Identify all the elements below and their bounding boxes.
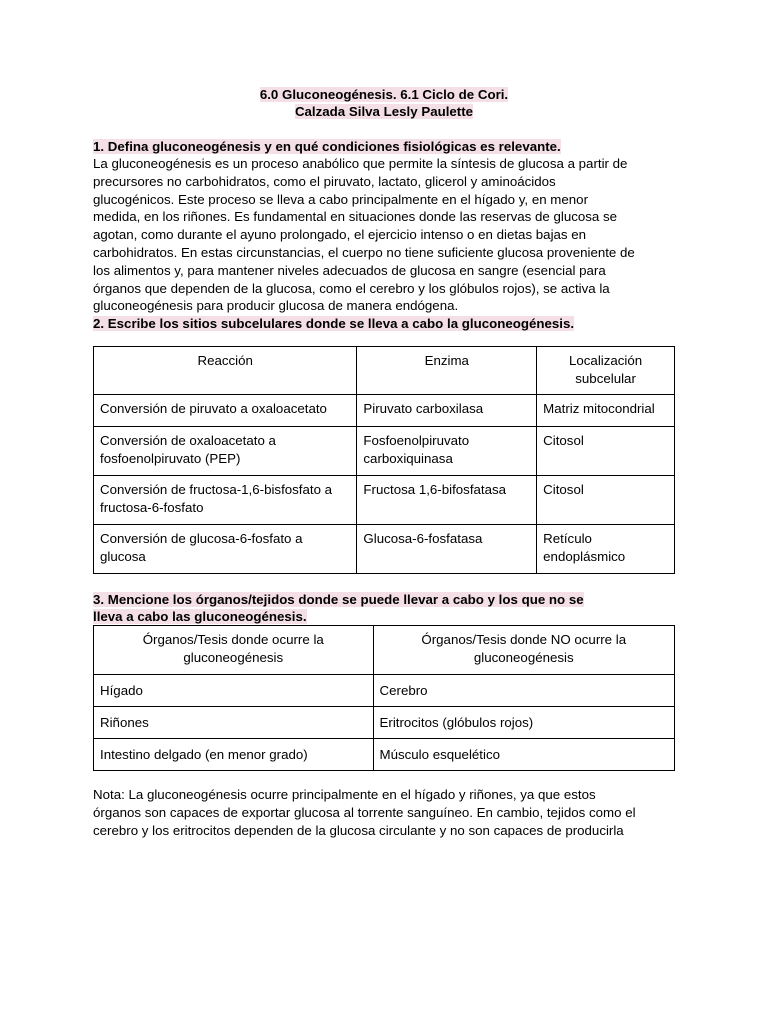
question-3-heading: 3. Mencione los órganos/tejidos donde se puede llevar a cabo y los que no se lleva a cabo las gluconeogénesis. — [93, 592, 584, 625]
table-cell: Fosfoenolpiruvato carboxiquinasa — [357, 427, 537, 476]
document-title: 6.0 Gluconeogénesis. 6.1 Ciclo de Cori. — [259, 87, 509, 102]
document-page — [93, 86, 675, 840]
table-cell: Músculo esquelético — [373, 739, 674, 771]
table-cell: Hígado — [94, 675, 374, 707]
table-cell: Conversión de fructosa-1,6-bisfosfato a fructosa-6-fosfato — [94, 476, 357, 525]
note-line: Nota: La gluconeogénesis ocurre principalmente en el hígado y riñones, ya que estos — [93, 787, 596, 803]
question-1-heading: 1. Defina gluconeogénesis y en qué condiciones fisiológicas es relevante. — [93, 139, 561, 154]
answer-line: los alimentos y, para mantener niveles adecuados de glucosa en sangre (esencial para — [93, 262, 606, 278]
table-cell: Matriz mitocondrial — [537, 395, 675, 427]
table-cell: Citosol — [537, 476, 675, 525]
table-cell: Citosol — [537, 427, 675, 476]
answer-line: carbohidratos. En estas circunstancias, el cuerpo no tiene suficiente glucosa proveniente de — [93, 244, 635, 260]
table-header-row — [94, 626, 675, 675]
table-cell: Riñones — [94, 707, 374, 739]
answer-line: precursores no carbohidratos, como el piruvato, lactato, glicerol y aminoácidos — [93, 173, 556, 189]
table-row — [94, 427, 675, 476]
table-row — [94, 675, 675, 707]
author-name: Calzada Silva Lesly Paulette — [294, 104, 474, 119]
table-cell: Fructosa 1,6-bifosfatasa — [357, 476, 537, 525]
table-cell: Intestino delgado (en menor grado) — [94, 739, 374, 771]
table-row — [94, 476, 675, 525]
subcellular-sites-table — [93, 346, 675, 574]
header-not-occurs: Órganos/Tesis donde NO ocurre la gluconeogénesis — [373, 626, 674, 675]
table-row — [94, 525, 675, 574]
answer-line: agotan, como durante el ayuno prolongado, el ejercicio intenso o en dietas bajas en — [93, 227, 587, 243]
table-cell: Cerebro — [373, 675, 674, 707]
table-cell: Piruvato carboxilasa — [357, 395, 537, 427]
answer-line: gluconeogénesis para producir glucosa de manera endógena. — [93, 298, 459, 314]
question-1-answer — [93, 155, 675, 315]
header-location: Localización subcelular — [537, 347, 675, 395]
table-cell: Conversión de glucosa-6-fosfato a glucosa — [94, 525, 357, 574]
table-header-row — [94, 347, 675, 395]
note-line: órganos son capaces de exportar glucosa al torrente sanguíneo. En cambio, tejidos como el — [93, 804, 636, 820]
table-row — [94, 739, 675, 771]
table-row — [94, 707, 675, 739]
header-reaction: Reacción — [94, 347, 357, 395]
answer-line: La gluconeogénesis es un proceso anabólico que permite la síntesis de glucosa a partir de — [93, 156, 628, 171]
note-paragraph — [93, 786, 675, 839]
table-row — [94, 395, 675, 427]
answer-line: órganos que dependen de la glucosa, como el cerebro y los glóbulos rojos), se activa la — [93, 280, 610, 296]
table-cell: Retículo endoplásmico — [537, 525, 675, 574]
table-cell: Conversión de oxaloacetato a fosfoenolpiruvato (PEP) — [94, 427, 357, 476]
note-line: cerebro y los eritrocitos dependen de la glucosa circulante y no son capaces de producirla — [93, 822, 624, 838]
table-cell: Eritrocitos (glóbulos rojos) — [373, 707, 674, 739]
organs-table — [93, 625, 675, 771]
header-enzyme: Enzima — [357, 347, 537, 395]
header-occurs: Órganos/Tesis donde ocurre la gluconeogénesis — [94, 626, 374, 675]
table-cell: Conversión de piruvato a oxaloacetato — [94, 395, 357, 427]
table-cell: Glucosa-6-fosfatasa — [357, 525, 537, 574]
answer-line: medida, en los riñones. Es fundamental en situaciones donde las reservas de glucosa se — [93, 209, 618, 225]
answer-line: glucogénicos. Este proceso se lleva a cabo principalmente en el hígado y, en menor — [93, 191, 588, 207]
question-2-heading: 2. Escribe los sitios subcelulares donde se lleva a cabo la gluconeogénesis. — [93, 316, 575, 332]
